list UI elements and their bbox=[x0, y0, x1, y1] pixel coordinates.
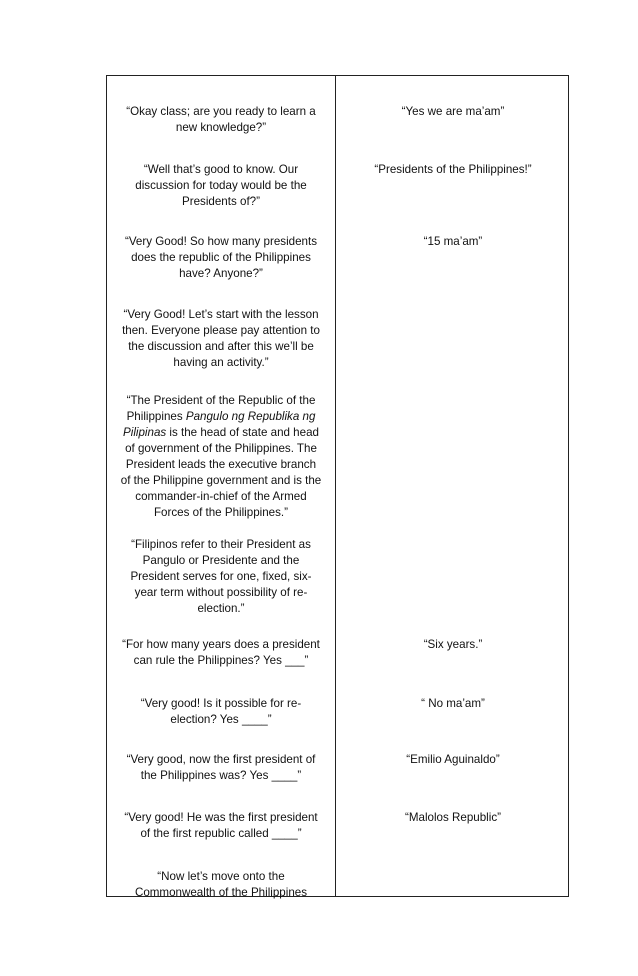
teacher-line-5 bbox=[111, 393, 331, 521]
student-line-7: “Six years.” bbox=[423, 638, 483, 651]
teacher-line-11: “Now let’s move onto the Commonwealth of the Philippines bbox=[134, 870, 308, 899]
teacher-line-7: “For how many years does a president can rule the Philippines? Yes ___” bbox=[122, 638, 320, 667]
teacher-line-5-start: “The President of the Republic of the Philippines bbox=[126, 394, 316, 423]
student-line-10: “Malolos Republic” bbox=[404, 811, 501, 824]
lesson-dialogue-table bbox=[106, 75, 569, 897]
student-line-1: “Yes we are ma’am” bbox=[401, 105, 505, 118]
teacher-line-5-filipino-term: Pangulo ng Republika ng Pilipinas bbox=[123, 410, 316, 439]
student-line-8: “ No ma’am” bbox=[421, 697, 485, 710]
student-line-9: “Emilio Aguinaldo” bbox=[406, 753, 500, 766]
teacher-line-6: “Filipinos refer to their President as Pangulo or Presidente and the President serves for one, fixed, six- year term without possibility of re- election.” bbox=[130, 538, 312, 615]
teacher-line-4: “Very Good! Let’s start with the lesson then. Everyone please pay attention to the discussion and after this we’ll be having an activity.” bbox=[122, 308, 320, 369]
student-line-2: “Presidents of the Philippines!” bbox=[374, 163, 532, 176]
teacher-line-2: “Well that’s good to know. Our discussion for today would be the Presidents of?” bbox=[135, 163, 307, 208]
teacher-line-8: “Very good! Is it possible for re- election? Yes ____” bbox=[140, 697, 302, 726]
teacher-line-1: “Okay class; are you ready to learn a new knowledge?” bbox=[126, 105, 316, 134]
teacher-line-5-end: is the head of state and head of government of the Philippines. The President leads the executive branch of the Philippine government and is the commander-in-chief of the Armed Forces of the Philippines.” bbox=[120, 426, 322, 519]
teacher-line-3: “Very Good! So how many presidents does the republic of the Philippines have? Anyone?” bbox=[124, 235, 318, 280]
column-divider bbox=[335, 76, 336, 896]
teacher-line-9: “Very good, now the first president of the Philippines was? Yes ____” bbox=[126, 753, 316, 782]
student-line-3: “15 ma’am” bbox=[423, 235, 483, 248]
teacher-line-10: “Very good! He was the first president of the first republic called ____” bbox=[124, 811, 318, 840]
